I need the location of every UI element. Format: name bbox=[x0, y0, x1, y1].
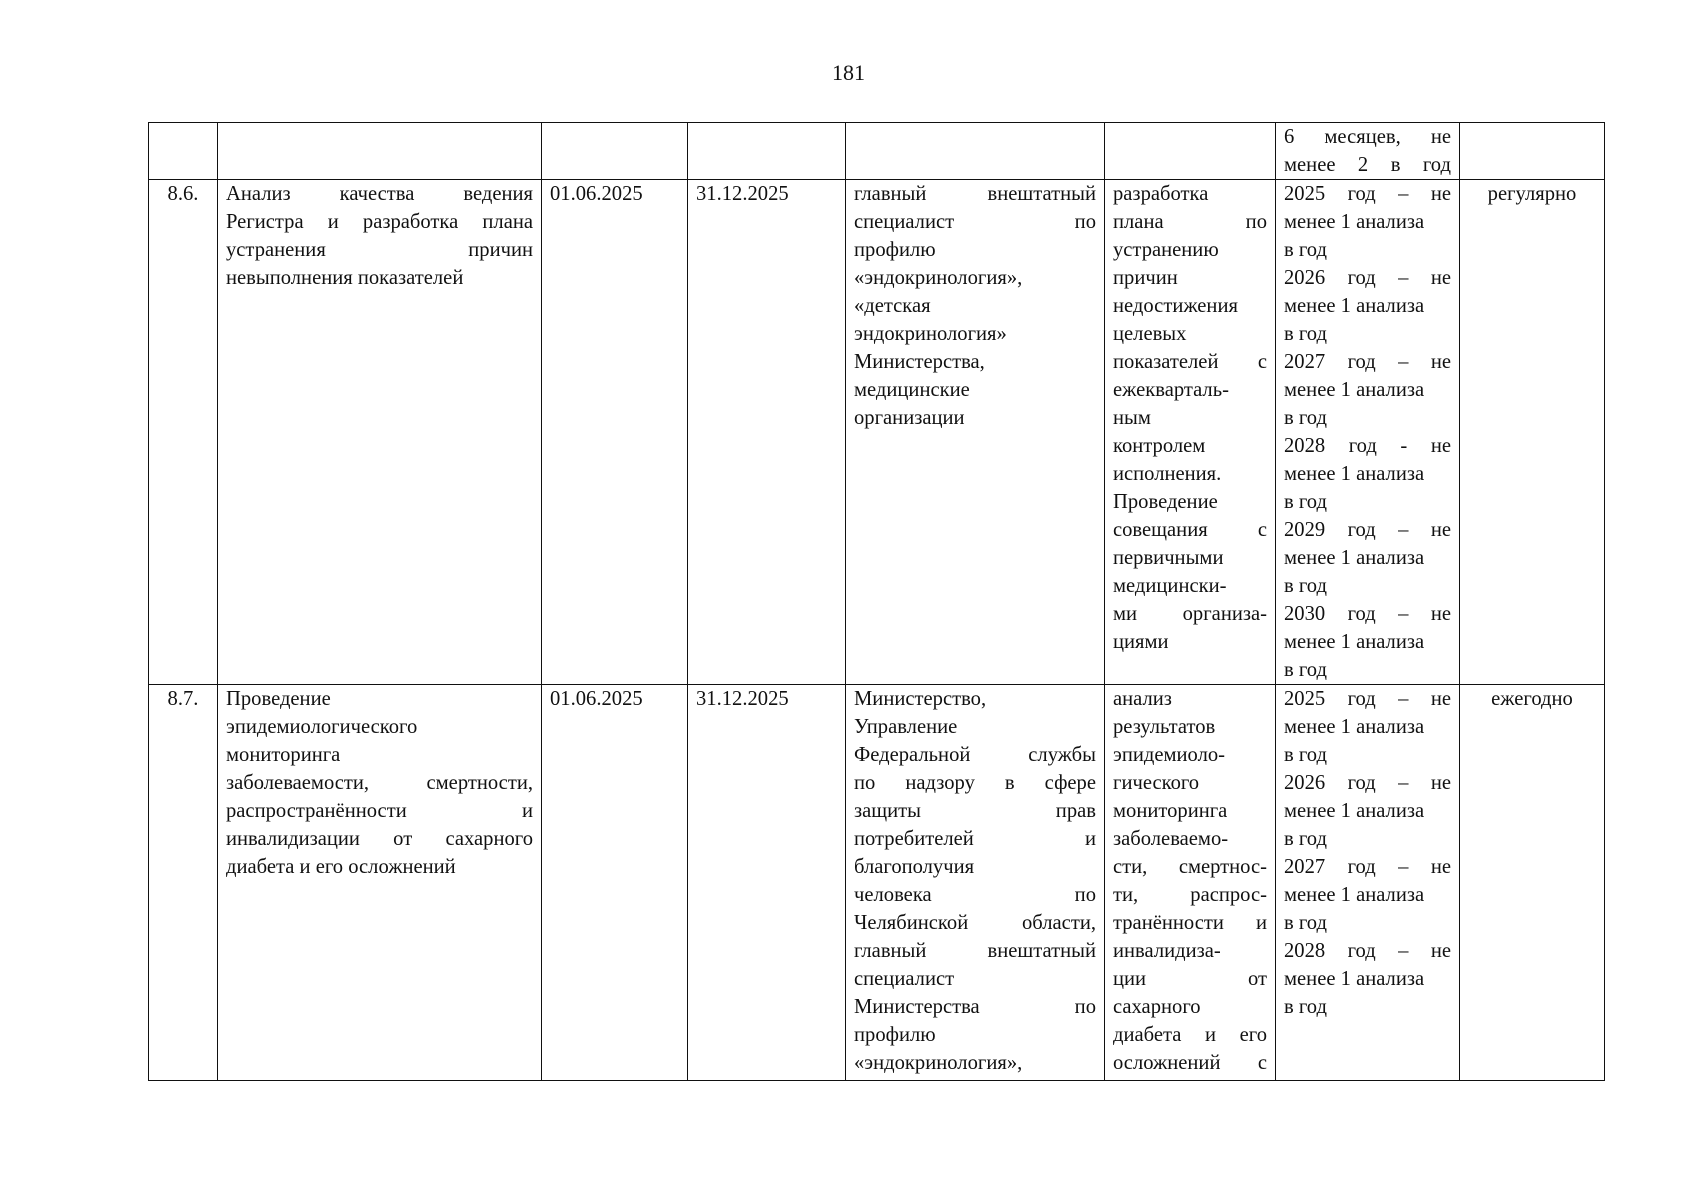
text-line: 2028 год - не bbox=[1284, 435, 1451, 457]
end-date: 31.12.2025 bbox=[688, 180, 846, 685]
text-line: менее 1 анализа bbox=[1284, 295, 1425, 317]
text-line: защиты прав bbox=[854, 800, 1096, 822]
frequency: регулярно bbox=[1460, 180, 1605, 685]
start-date: 01.06.2025 bbox=[542, 180, 688, 685]
text-line: результатов bbox=[1113, 716, 1216, 738]
responsible-cell bbox=[846, 685, 1105, 1081]
frequency: ежегодно bbox=[1460, 685, 1605, 1081]
text-line: совещания с bbox=[1113, 519, 1267, 541]
text-line: Министерства, bbox=[854, 351, 985, 373]
text-line: Федеральной службы bbox=[854, 744, 1096, 766]
text-line: Министерства по bbox=[854, 996, 1096, 1018]
text-line: 6 месяцев, не bbox=[1284, 126, 1451, 148]
text-line: распространённости и bbox=[226, 800, 533, 822]
end-date-cell bbox=[688, 123, 846, 180]
text-line: транённости и bbox=[1113, 912, 1267, 934]
text-line: по надзору в сфере bbox=[854, 772, 1096, 794]
indicators-cell bbox=[1276, 685, 1460, 1081]
indicators-cell bbox=[1276, 123, 1460, 180]
text-line: в год bbox=[1284, 996, 1327, 1018]
text-line: в год bbox=[1284, 912, 1327, 934]
text-line: эндокринология» bbox=[854, 323, 1007, 345]
text-line: Регистра и разработка плана bbox=[226, 211, 533, 233]
event-cell bbox=[218, 180, 542, 685]
page-number: 181 bbox=[832, 60, 865, 85]
indicators-cell bbox=[1276, 180, 1460, 685]
text-line: ми организа- bbox=[1113, 603, 1267, 625]
text-line: гического bbox=[1113, 772, 1200, 794]
text-line: «детская bbox=[854, 295, 931, 317]
text-line: 2025 год – не bbox=[1284, 688, 1451, 710]
event-cell bbox=[218, 123, 542, 180]
text-line: медицинские bbox=[854, 379, 970, 401]
text-line: менее 1 анализа bbox=[1284, 463, 1425, 485]
text-line: разработка bbox=[1113, 183, 1209, 205]
text-line: главный внештатный bbox=[854, 183, 1096, 205]
row-number: 8.7. bbox=[149, 685, 218, 1081]
text-line: 2027 год – не bbox=[1284, 856, 1451, 878]
text-line: недостижения bbox=[1113, 295, 1238, 317]
text-line: 2030 год – не bbox=[1284, 603, 1451, 625]
result-cell bbox=[1105, 180, 1276, 685]
text-line: контролем bbox=[1113, 435, 1206, 457]
text-line: причин bbox=[1113, 267, 1178, 289]
text-line: диабета и его осложнений bbox=[226, 856, 456, 878]
text-line: устранению bbox=[1113, 239, 1219, 261]
text-line: в год bbox=[1284, 491, 1327, 513]
text-line: 2025 год – не bbox=[1284, 183, 1451, 205]
text-line: мониторинга bbox=[1113, 800, 1228, 822]
text-line: специалист по bbox=[854, 211, 1096, 233]
text-line: потребителей и bbox=[854, 828, 1096, 850]
text-line: «эндокринология», bbox=[854, 1052, 1023, 1074]
text-line: эпидемиоло- bbox=[1113, 744, 1226, 766]
text-line: эпидемиологического bbox=[226, 716, 418, 738]
text-line: циями bbox=[1113, 631, 1169, 653]
text-line: 2026 год – не bbox=[1284, 267, 1451, 289]
text-line: 2026 год – не bbox=[1284, 772, 1451, 794]
text-line: целевых bbox=[1113, 323, 1187, 345]
row-number: 8.6. bbox=[149, 180, 218, 685]
text-line: Анализ качества ведения bbox=[226, 183, 533, 205]
text-line: Министерство, bbox=[854, 688, 987, 710]
text-line: Управление bbox=[854, 716, 958, 738]
text-line: в год bbox=[1284, 659, 1327, 681]
text-line: медицински- bbox=[1113, 575, 1227, 597]
text-line: инвалидиза- bbox=[1113, 940, 1221, 962]
text-line: «эндокринология», bbox=[854, 267, 1023, 289]
table-row bbox=[149, 180, 1605, 685]
event-cell bbox=[218, 685, 542, 1081]
text-line: менее 1 анализа bbox=[1284, 379, 1425, 401]
text-line: анализ bbox=[1113, 688, 1172, 710]
text-line: человека по bbox=[854, 884, 1096, 906]
text-line: благополучия bbox=[854, 856, 975, 878]
text-line: в год bbox=[1284, 323, 1327, 345]
table-row bbox=[149, 685, 1605, 1081]
text-line: в год bbox=[1284, 407, 1327, 429]
text-line: диабета и его bbox=[1113, 1024, 1267, 1046]
text-line: в год bbox=[1284, 239, 1327, 261]
text-line: устранения причин bbox=[226, 239, 533, 261]
text-line: главный внештатный bbox=[854, 940, 1096, 962]
text-line: менее 2 в год bbox=[1284, 154, 1451, 176]
text-line: Проведение bbox=[1113, 491, 1218, 513]
text-line: профилю bbox=[854, 239, 936, 261]
text-line: заболеваемости, смертности, bbox=[226, 772, 533, 794]
text-line: показателей с bbox=[1113, 351, 1267, 373]
text-line: осложнений с bbox=[1113, 1052, 1267, 1074]
text-line: 2027 год – не bbox=[1284, 351, 1451, 373]
text-line: менее 1 анализа bbox=[1284, 884, 1425, 906]
continuation-row bbox=[149, 123, 1605, 180]
text-line: невыполнения показателей bbox=[226, 267, 464, 289]
text-line: менее 1 анализа bbox=[1284, 547, 1425, 569]
result-cell bbox=[1105, 685, 1276, 1081]
text-line: 2028 год – не bbox=[1284, 940, 1451, 962]
text-line: ции от bbox=[1113, 968, 1267, 990]
text-line: ным bbox=[1113, 407, 1151, 429]
text-line: специалист bbox=[854, 968, 955, 990]
text-line: в год bbox=[1284, 575, 1327, 597]
text-line: менее 1 анализа bbox=[1284, 631, 1425, 653]
text-line: первичными bbox=[1113, 547, 1224, 569]
text-line: мониторинга bbox=[226, 744, 341, 766]
num-cell bbox=[149, 123, 218, 180]
text-line: менее 1 анализа bbox=[1284, 800, 1425, 822]
result-cell bbox=[1105, 123, 1276, 180]
text-line: Челябинской области, bbox=[854, 912, 1096, 934]
text-line: инвалидизации от сахарного bbox=[226, 828, 533, 850]
responsible-cell bbox=[846, 123, 1105, 180]
text-line: менее 1 анализа bbox=[1284, 211, 1425, 233]
text-line: менее 1 анализа bbox=[1284, 716, 1425, 738]
plan-table bbox=[148, 122, 1605, 1081]
text-line: Проведение bbox=[226, 688, 331, 710]
frequency-cell bbox=[1460, 123, 1605, 180]
start-date-cell bbox=[542, 123, 688, 180]
text-line: в год bbox=[1284, 828, 1327, 850]
text-line: профилю bbox=[854, 1024, 936, 1046]
text-line: менее 1 анализа bbox=[1284, 968, 1425, 990]
text-line: заболеваемо- bbox=[1113, 828, 1229, 850]
text-line: сти, смертнос- bbox=[1113, 856, 1267, 878]
text-line: сахарного bbox=[1113, 996, 1201, 1018]
text-line: в год bbox=[1284, 744, 1327, 766]
text-line: исполнения. bbox=[1113, 463, 1222, 485]
text-line: организации bbox=[854, 407, 965, 429]
end-date: 31.12.2025 bbox=[688, 685, 846, 1081]
text-line: ежекварталь- bbox=[1113, 379, 1229, 401]
start-date: 01.06.2025 bbox=[542, 685, 688, 1081]
text-line: ти, распрос- bbox=[1113, 884, 1267, 906]
text-line: 2029 год – не bbox=[1284, 519, 1451, 541]
responsible-cell bbox=[846, 180, 1105, 685]
text-line: плана по bbox=[1113, 211, 1267, 233]
